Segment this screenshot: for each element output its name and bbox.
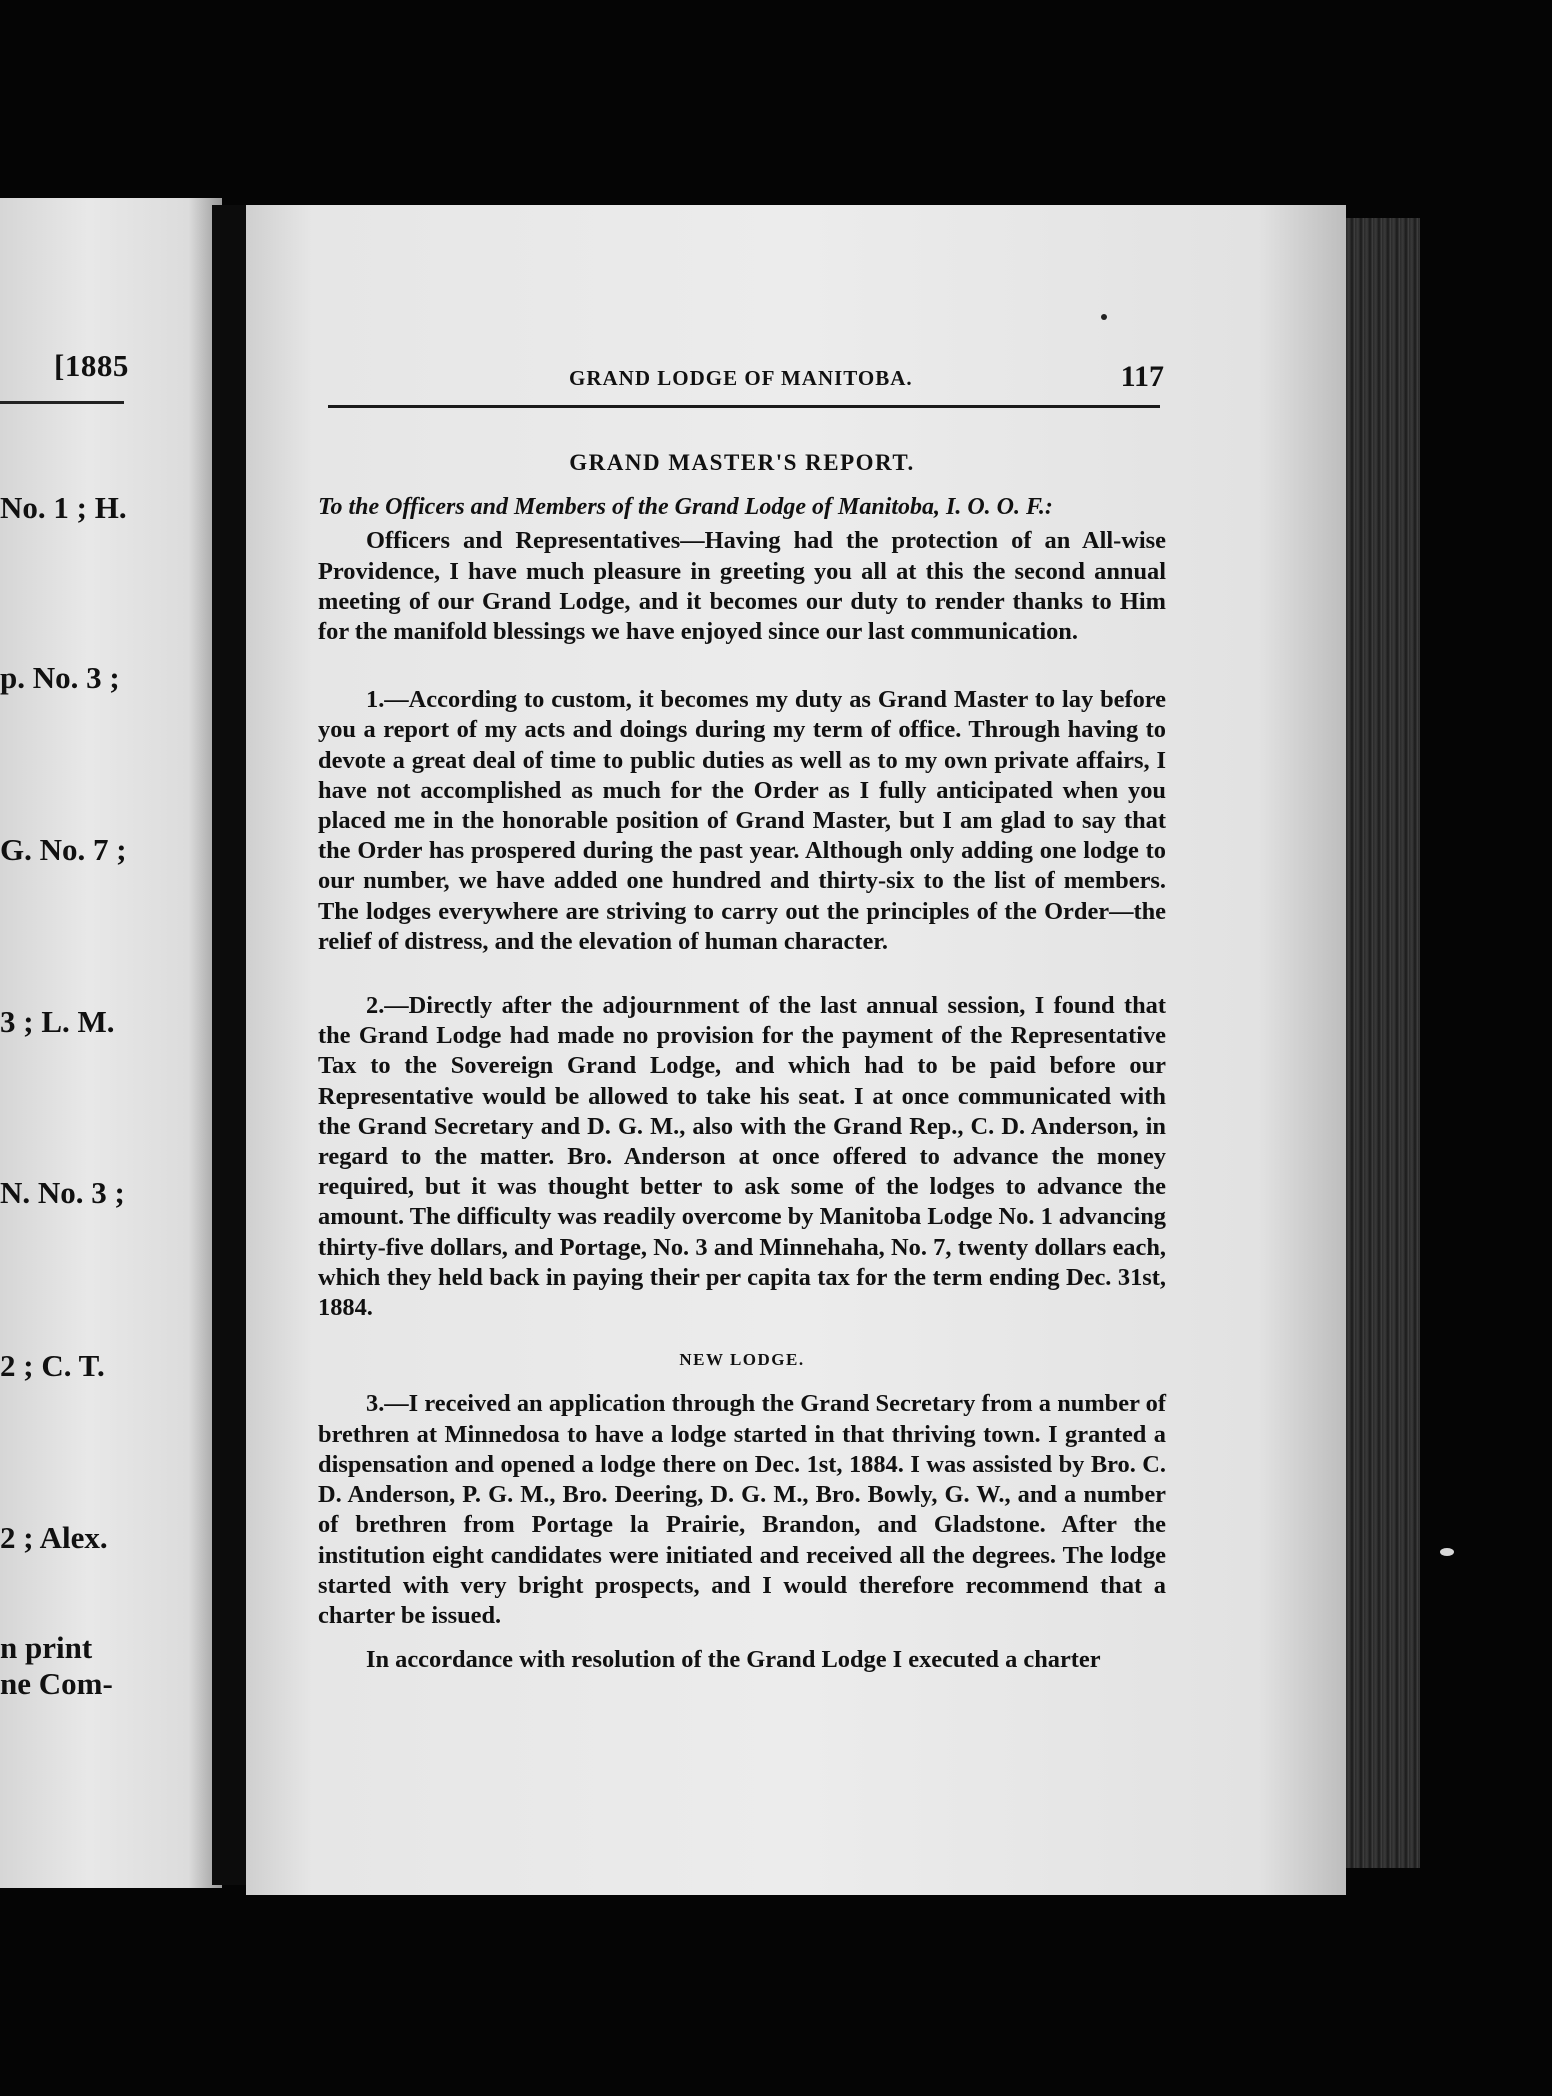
report-address: To the Officers and Members of the Grand Lodge of Manitoba, I. O. O. F.: (318, 494, 1053, 521)
facing-page-fragment: 2 ; C. T. (0, 1348, 105, 1383)
facing-page-fragment: N. No. 3 ; (0, 1175, 125, 1210)
report-paragraph: 1.—According to custom, it becomes my duty as Grand Master to lay before you a report of my acts and doings during my term of office. Through having to devote a great deal of time to public duties as well as to my own private affairs, I have not accomplished as much for the Order as I fully anticipated when you placed me in the honorable position of Grand Master, but I am glad to say that the Order has prospered during the past year. Although only adding one lodge to our number, we have added one hundred and thirty-six to the list of members. The lodges everywhere are striving to carry out the principles of the Order—the relief of distress, and the elevation of human character. (318, 686, 1166, 955)
running-title: GRAND LODGE OF MANITOBA. (569, 366, 913, 390)
facing-page-year: [1885 (54, 348, 129, 383)
ink-speck (1101, 314, 1107, 320)
facing-page-fragment: G. No. 7 ; (0, 832, 127, 867)
facing-page-rule (0, 401, 124, 404)
section-heading: NEW LODGE. (679, 1350, 805, 1370)
facing-page-fragment: ne Com- (0, 1666, 113, 1701)
book-gutter (212, 205, 246, 1885)
page-edges (1346, 218, 1420, 1868)
facing-page-fragment: p. No. 3 ; (0, 660, 120, 695)
report-paragraph: In accordance with resolution of the Grand Lodge I executed a charter (366, 1646, 1101, 1674)
facing-page-fragment: 2 ; Alex. (0, 1520, 108, 1555)
report-title: GRAND MASTER'S REPORT. (569, 450, 915, 475)
running-head (324, 358, 1164, 402)
header-rule (328, 405, 1160, 408)
report-paragraph: 2.—Directly after the adjournment of the last annual session, I found that the Grand Lodge had made no provision for the payment of the Representative Tax to the Sovereign Grand Lodge, and which had to be paid before our Representative would be allowed to take his seat. I at once communicated with the Grand Secretary and D. G. M., also with the Grand Rep., C. D. Anderson, in regard to the matter. Bro. Anderson at once offered to advance the money required, but it was thought better to ask some of the lodges to advance the amount. The difficulty was readily overcome by Manitoba Lodge No. 1 advancing thirty-five dollars, and Portage, No. 3 and Minnehaha, No. 7, twenty dollars each, which they held back in paying their per capita tax for the term ending Dec. 31st, 1884. (318, 992, 1166, 1322)
report-paragraph: 3.—I received an application through the Grand Secretary from a number of brethren at Minnedosa to have a lodge started in that thriving town. I granted a dispensation and opened a lodge there on Dec. 1st, 1884. I was assisted by Bro. C. D. Anderson, P. G. M., Bro. Deering, D. G. M., Bro. Bowly, G. W., and a number of brethren from Portage la Prairie, Brandon, and Gladstone. After the institution eight candidates were initiated and received all the degrees. The lodge started with very bright prospects, and I would therefore recommend that a charter be issued. (318, 1390, 1166, 1629)
report-paragraph: Officers and Representatives—Having had the protection of an All-wise Providence, I have much pleasure in greeting you all at this the second annual meeting of our Grand Lodge, and it becomes our duty to render thanks to Him for the manifold blessings we have enjoyed since our last communication. (318, 527, 1166, 646)
facing-page-fragment: 3 ; L. M. (0, 1004, 115, 1039)
facing-page-fragment: n print (0, 1630, 93, 1665)
ink-speck (1440, 1548, 1454, 1556)
facing-page (0, 198, 222, 1888)
report-body (318, 448, 1166, 1675)
facing-page-fragment: No. 1 ; H. (0, 490, 127, 525)
page-number: 117 (1120, 360, 1164, 393)
